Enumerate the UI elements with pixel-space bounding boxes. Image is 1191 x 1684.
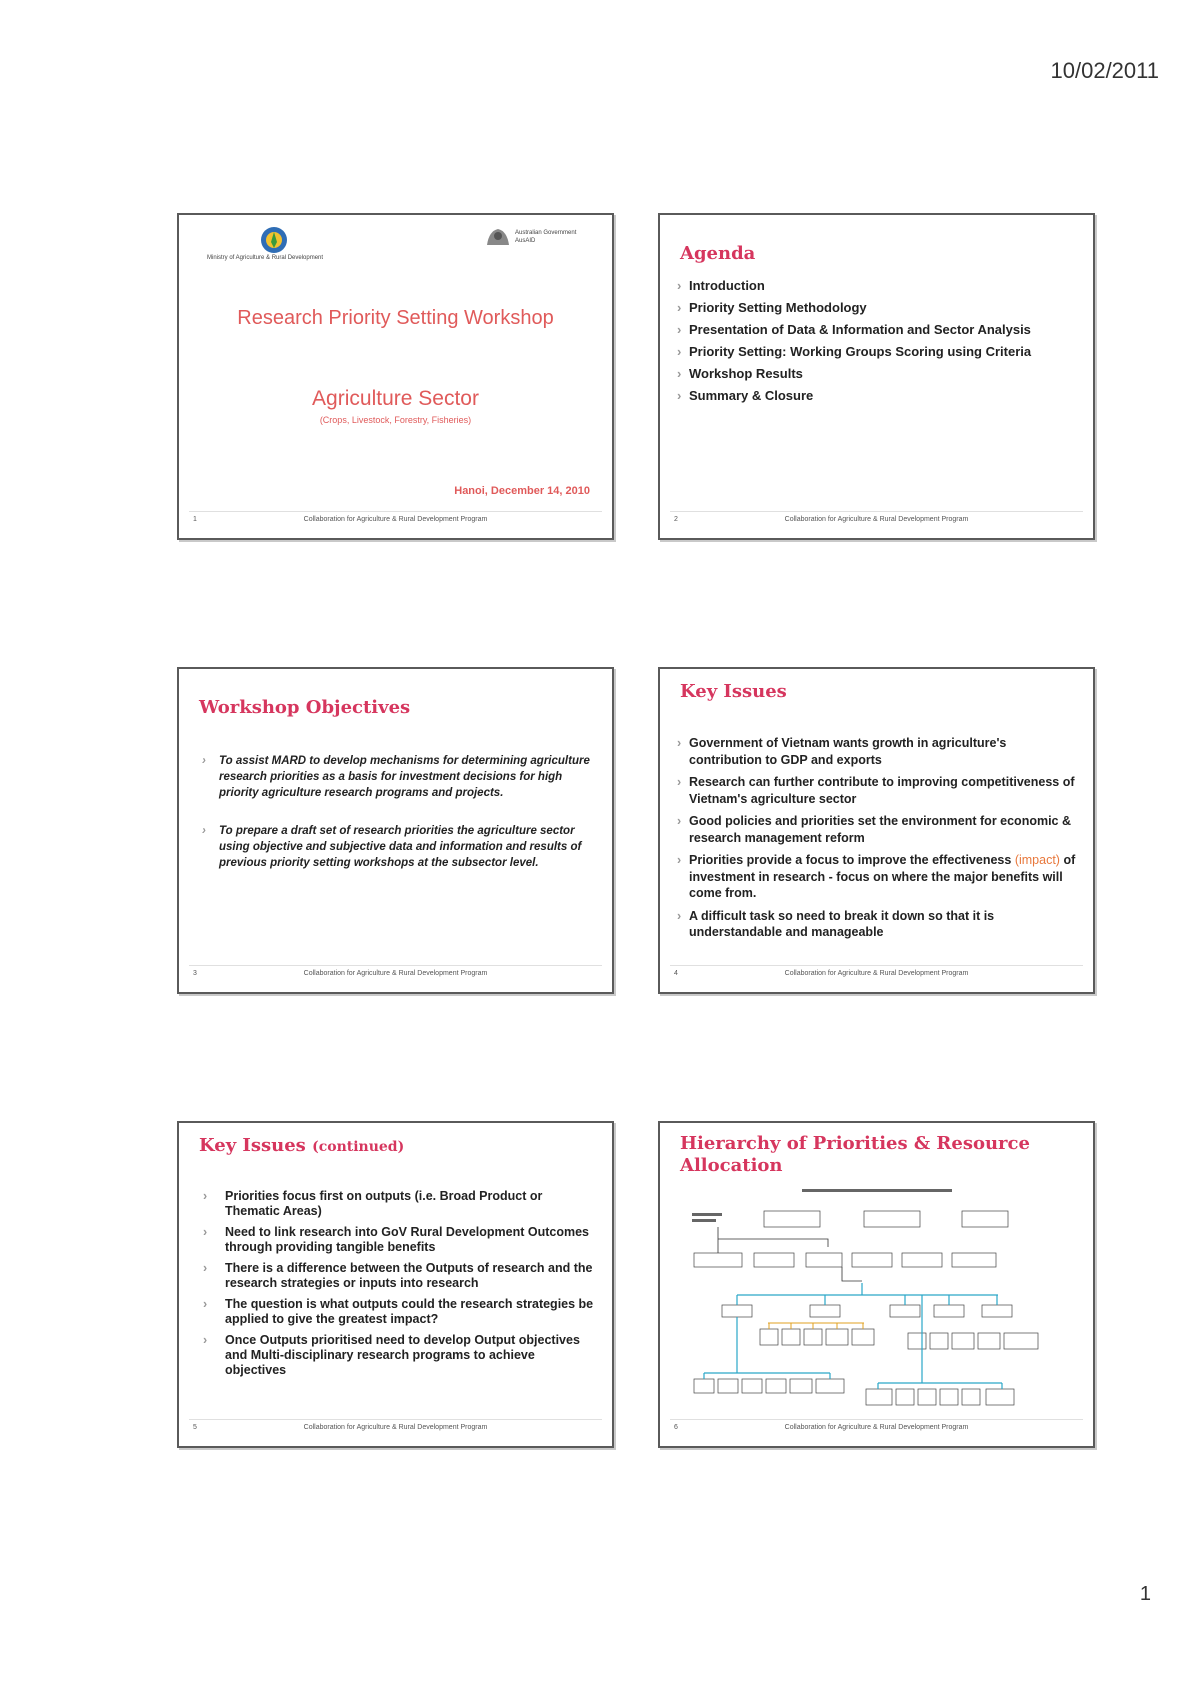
ministry-logo-icon bbox=[259, 225, 289, 255]
slide-4-key-issues bbox=[658, 667, 1095, 994]
diagram-box bbox=[902, 1253, 942, 1267]
key-issues-continued-list bbox=[193, 1189, 597, 1384]
slide-number: 6 bbox=[674, 1424, 678, 1431]
diagram-box bbox=[852, 1253, 892, 1267]
list-item-text: Priorities provide a focus to improve the effectiveness bbox=[689, 853, 1012, 867]
slide-title: Hierarchy of Priorities & Resource Allocation bbox=[680, 1133, 1030, 1176]
diagram-box bbox=[806, 1253, 842, 1267]
diagram-box bbox=[864, 1211, 920, 1227]
diagram-box bbox=[1004, 1333, 1038, 1349]
diagram-box bbox=[940, 1389, 958, 1405]
list-item: › To assist MARD to develop mechanisms for determining agriculture research priorities as a basis for investment decisions for high priority agriculture research programs and projects. bbox=[199, 753, 591, 801]
slide-number: 5 bbox=[193, 1424, 197, 1431]
diagram-box bbox=[694, 1253, 742, 1267]
diagram-box bbox=[816, 1379, 844, 1393]
list-item: › Need to link research into GoV Rural Development Outcomes through providing tangible benefits bbox=[193, 1225, 597, 1255]
diagram-box bbox=[986, 1389, 1014, 1405]
slide-5-key-issues-continued bbox=[177, 1121, 614, 1448]
slide-2-agenda bbox=[658, 213, 1095, 540]
diagram-caption bbox=[692, 1219, 716, 1222]
diagram-box bbox=[760, 1329, 778, 1345]
diagram-box bbox=[978, 1333, 1000, 1349]
list-item: › There is a difference between the Outputs of research and the research strategies or inputs into research bbox=[193, 1261, 597, 1291]
list-item bbox=[674, 852, 1082, 902]
footer-divider bbox=[189, 965, 602, 966]
list-item: › Research can further contribute to improving competitiveness of Vietnam's agriculture sector bbox=[674, 774, 1082, 807]
diagram-box bbox=[934, 1305, 964, 1317]
slide-title bbox=[199, 1135, 404, 1156]
list-item-text: of investment in research - focus on where the major benefits will come from. bbox=[689, 853, 1076, 900]
diagram-box bbox=[962, 1211, 1008, 1227]
footer-divider bbox=[670, 511, 1083, 512]
diagram-connector bbox=[718, 1227, 862, 1281]
slide-title: Agenda bbox=[680, 243, 756, 264]
government-crest-icon bbox=[483, 225, 513, 249]
slide-footer bbox=[660, 516, 1093, 530]
sector-title: Agriculture Sector bbox=[312, 387, 479, 410]
diagram-box bbox=[742, 1379, 762, 1393]
diagram-connector bbox=[704, 1317, 830, 1379]
diagram-box bbox=[852, 1329, 874, 1345]
diagram-box bbox=[982, 1305, 1012, 1317]
list-item: › The question is what outputs could the research strategies be applied to give the greatest impact? bbox=[193, 1297, 597, 1327]
agenda-list bbox=[674, 277, 1074, 409]
slide-title-suffix: (continued) bbox=[312, 1139, 405, 1155]
diagram-box bbox=[790, 1379, 812, 1393]
footer-divider bbox=[189, 511, 602, 512]
sector-subtitle: (Crops, Livestock, Forestry, Fisheries) bbox=[319, 415, 472, 425]
key-issues-list bbox=[674, 735, 1082, 947]
page-number: 1 bbox=[1139, 1583, 1151, 1605]
slide-number: 2 bbox=[674, 516, 678, 523]
slide-number: 1 bbox=[193, 516, 197, 523]
diagram-connector bbox=[737, 1295, 998, 1305]
slide-number: 4 bbox=[674, 970, 678, 977]
diagram-box bbox=[766, 1379, 786, 1393]
slide-title: Key Issues bbox=[680, 681, 787, 702]
diagram-box bbox=[930, 1333, 948, 1349]
slide-1-title bbox=[177, 213, 614, 540]
slide-footer bbox=[660, 1424, 1093, 1438]
diagram-box bbox=[918, 1389, 936, 1405]
footer-divider bbox=[670, 1419, 1083, 1420]
diagram-box bbox=[694, 1379, 714, 1393]
footer-text: Collaboration for Agriculture & Rural Development Program bbox=[784, 970, 969, 977]
footer-text: Collaboration for Agriculture & Rural Development Program bbox=[784, 1424, 969, 1431]
objectives-list bbox=[199, 753, 591, 893]
diagram-box bbox=[896, 1389, 914, 1405]
page-date: 10/02/2011 bbox=[1050, 58, 1159, 83]
diagram-box bbox=[890, 1305, 920, 1317]
diagram-box bbox=[804, 1329, 822, 1345]
list-item: › Once Outputs prioritised need to develop Output objectives and Multi-disciplinary research programs to achieve objectives bbox=[193, 1333, 597, 1378]
diagram-box bbox=[764, 1211, 820, 1227]
diagram-box bbox=[826, 1329, 848, 1345]
diagram-box bbox=[908, 1333, 926, 1349]
slide-number: 3 bbox=[193, 970, 197, 977]
workshop-title: Research Priority Setting Workshop bbox=[237, 307, 554, 329]
footer-divider bbox=[670, 965, 1083, 966]
workshop-date: Hanoi, December 14, 2010 bbox=[454, 485, 590, 497]
slide-footer bbox=[179, 1424, 612, 1438]
diagram-caption bbox=[802, 1189, 952, 1192]
diagram-box bbox=[952, 1253, 996, 1267]
diagram-box bbox=[754, 1253, 794, 1267]
list-item: › Government of Vietnam wants growth in agriculture's contribution to GDP and exports bbox=[674, 735, 1082, 768]
diagram-connector bbox=[878, 1295, 1002, 1389]
list-item: › Priority Setting: Working Groups Scoring using Criteria bbox=[674, 343, 1074, 361]
diagram-connector bbox=[768, 1323, 864, 1329]
slide-3-objectives bbox=[177, 667, 614, 994]
slide-footer bbox=[179, 516, 612, 530]
slide-6-hierarchy bbox=[658, 1121, 1095, 1448]
diagram-box bbox=[782, 1329, 800, 1345]
footer-text: Collaboration for Agriculture & Rural Development Program bbox=[303, 1424, 488, 1431]
slide-footer bbox=[660, 970, 1093, 984]
slide-title-text: Key Issues bbox=[199, 1135, 306, 1156]
government-name: Australian Government AusAID bbox=[515, 230, 577, 244]
diagram-box bbox=[810, 1305, 840, 1317]
list-item: › A difficult task so need to break it down so that it is understandable and manageable bbox=[674, 908, 1082, 941]
list-item: › Workshop Results bbox=[674, 365, 1074, 383]
list-item: › Presentation of Data & Information and Sector Analysis bbox=[674, 321, 1074, 339]
slide-footer bbox=[179, 970, 612, 984]
list-item: › Introduction bbox=[674, 277, 1074, 295]
impact-highlight: (impact) bbox=[1014, 853, 1060, 867]
list-item: › Summary & Closure bbox=[674, 387, 1074, 405]
list-item: › Priority Setting Methodology bbox=[674, 299, 1074, 317]
diagram-box bbox=[962, 1389, 980, 1405]
footer-text: Collaboration for Agriculture & Rural Development Program bbox=[303, 516, 488, 523]
ministry-name: Ministry of Agriculture & Rural Development bbox=[207, 255, 324, 261]
diagram-box bbox=[866, 1389, 892, 1405]
slide-title: Workshop Objectives bbox=[199, 697, 411, 718]
hierarchy-diagram bbox=[682, 1183, 1072, 1413]
diagram-caption bbox=[692, 1213, 722, 1216]
list-item: › To prepare a draft set of research priorities the agriculture sector using objective and subjective data and information and results of previous priority setting workshops at the subsector level. bbox=[199, 823, 591, 871]
diagram-box bbox=[952, 1333, 974, 1349]
footer-text: Collaboration for Agriculture & Rural Development Program bbox=[784, 516, 969, 523]
list-item: › Priorities focus first on outputs (i.e. Broad Product or Thematic Areas) bbox=[193, 1189, 597, 1219]
diagram-box bbox=[722, 1305, 752, 1317]
list-item: › Good policies and priorities set the environment for economic & research management reform bbox=[674, 813, 1082, 846]
diagram-box bbox=[718, 1379, 738, 1393]
footer-text: Collaboration for Agriculture & Rural Development Program bbox=[303, 970, 488, 977]
footer-divider bbox=[189, 1419, 602, 1420]
